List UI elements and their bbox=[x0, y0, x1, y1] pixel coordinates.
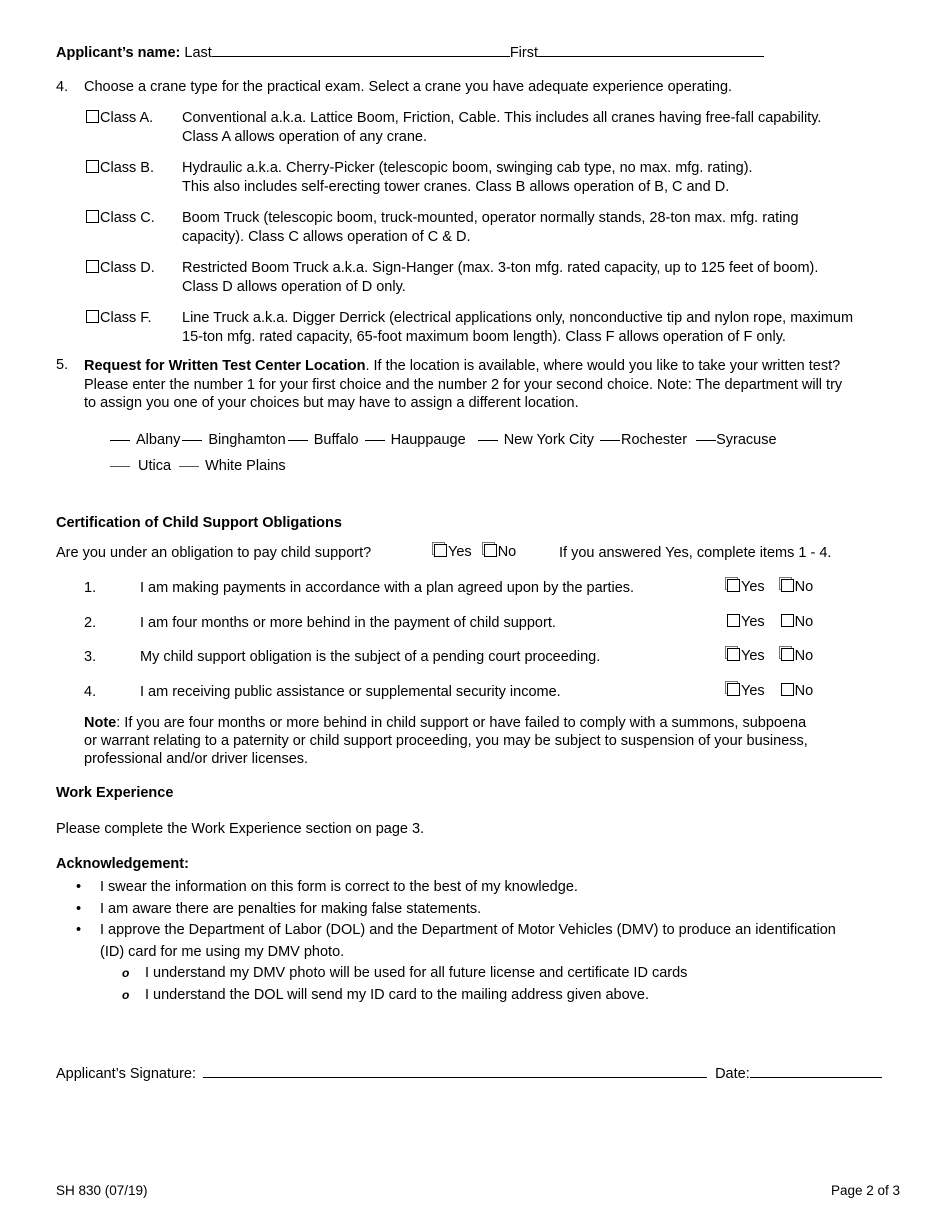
location-nyc: New York City bbox=[503, 432, 594, 448]
location-hauppauge: Hauppauge bbox=[390, 432, 466, 448]
utica-rank-field[interactable] bbox=[110, 466, 130, 467]
signature-row bbox=[56, 1063, 882, 1082]
applicant-name-label: Applicant’s name: bbox=[56, 45, 181, 61]
obligation-no-label: No bbox=[497, 544, 517, 560]
ack-item-2 bbox=[76, 899, 916, 921]
child-support-question: Are you under an obligation to pay child support? bbox=[56, 545, 372, 561]
buffalo-rank-field[interactable] bbox=[288, 440, 308, 441]
cs-item-1-no-label: No bbox=[794, 579, 814, 595]
child-support-answer bbox=[434, 544, 516, 560]
q5-line3: to assign you one of your choices but may have to assign a different location. bbox=[84, 395, 579, 411]
class-b-desc-1: Hydraulic a.k.a. Cherry-Picker (telescopic boom, swinging cab type, no max. mfg. rating). bbox=[182, 160, 753, 176]
location-buffalo: Buffalo bbox=[313, 432, 359, 448]
work-experience-text: Please complete the Work Experience section on page 3. bbox=[56, 821, 425, 837]
crane-class-list bbox=[86, 109, 926, 359]
circle-bullet-icon: o bbox=[122, 966, 130, 980]
q5-title: Request for Written Test Center Location bbox=[84, 358, 366, 374]
syracuse-rank-field[interactable] bbox=[696, 440, 716, 441]
location-white-plains: White Plains bbox=[205, 458, 286, 474]
child-support-note bbox=[84, 714, 808, 768]
cs-item-3-yes-checkbox[interactable] bbox=[727, 648, 740, 661]
location-binghamton: Binghamton bbox=[208, 432, 286, 448]
ack-item-1-text: I swear the information on this form is correct to the best of my knowledge. bbox=[100, 879, 578, 895]
form-id: SH 830 (07/19) bbox=[56, 1183, 148, 1198]
class-a-label: Class A. bbox=[100, 110, 154, 126]
work-experience-heading: Work Experience bbox=[56, 785, 174, 801]
cs-item-1-yes-label: Yes bbox=[741, 579, 765, 595]
class-d-desc-1: Restricted Boom Truck a.k.a. Sign-Hanger (max. 3-ton mfg. rated capacity, up to 125 feet of boom). bbox=[182, 260, 819, 276]
ack-subitem-1-text: I understand my DMV photo will be used for all future license and certificate ID cards bbox=[145, 965, 688, 981]
cs-item-2-no-checkbox[interactable] bbox=[781, 614, 794, 627]
cs-item-3-text: My child support obligation is the subject of a pending court proceeding. bbox=[140, 649, 601, 665]
cs-item-1-no-checkbox[interactable] bbox=[781, 579, 794, 592]
first-name-label: First bbox=[509, 45, 538, 61]
bullet-icon: • bbox=[76, 922, 82, 938]
location-row-1 bbox=[110, 432, 777, 448]
class-f-desc-1: Line Truck a.k.a. Digger Derrick (electrical applications only, nonconductive tip and nylon rope, maximum bbox=[182, 310, 854, 326]
class-b-desc-2: This also includes self-erecting tower cranes. Class B allows operation of B, C and D. bbox=[182, 179, 730, 195]
cs-item-2-text: I am four months or more behind in the payment of child support. bbox=[140, 614, 556, 631]
class-option-d bbox=[86, 259, 926, 309]
first-name-field[interactable] bbox=[538, 42, 764, 57]
signature-label: Applicant’s Signature: bbox=[56, 1066, 196, 1082]
ack-item-2-text: I am aware there are penalties for making false statements. bbox=[100, 900, 482, 917]
last-name-label: Last bbox=[184, 45, 212, 61]
class-option-b bbox=[86, 159, 926, 209]
note-line-1: : If you are four months or more behind in child support or have failed to comply with a summons, subpoena bbox=[116, 715, 807, 731]
class-c-desc-1: Boom Truck (telescopic boom, truck-mounted, operator normally stands, 28-ton max. mfg. rating bbox=[182, 210, 799, 226]
q4-number: 4. bbox=[56, 79, 69, 95]
class-c-desc-2: capacity). Class C allows operation of C & D. bbox=[182, 229, 471, 245]
cs-item-2-num: 2. bbox=[84, 614, 97, 631]
obligation-no-checkbox[interactable] bbox=[484, 544, 497, 557]
cs-item-2-yes-checkbox[interactable] bbox=[727, 614, 740, 627]
child-support-instruction: If you answered Yes, complete items 1 - 4. bbox=[559, 545, 832, 561]
ack-item-3-line-1: I approve the Department of Labor (DOL) and the Department of Motor Vehicles (DMV) to produce an identification bbox=[100, 922, 836, 938]
page-number: Page 2 of 3 bbox=[830, 1183, 900, 1198]
child-support-heading: Certification of Child Support Obligations bbox=[56, 515, 342, 531]
bullet-icon: • bbox=[76, 900, 82, 917]
acknowledgement-heading: Acknowledgement: bbox=[56, 856, 189, 872]
ack-subitem-2-text: I understand the DOL will send my ID card to the mailing address given above. bbox=[145, 986, 650, 1003]
cs-item-4-yes-checkbox[interactable] bbox=[727, 683, 740, 696]
class-option-a bbox=[86, 109, 926, 159]
cs-item-3-num: 3. bbox=[84, 649, 97, 665]
cs-item-3-no-checkbox[interactable] bbox=[781, 648, 794, 661]
white-plains-rank-field[interactable] bbox=[179, 466, 199, 467]
q4-prompt: Choose a crane type for the practical exam. Select a crane you have adequate experience operating. bbox=[84, 79, 733, 95]
cs-item-2-yes-label: Yes bbox=[741, 613, 765, 630]
class-d-checkbox[interactable] bbox=[86, 260, 99, 273]
child-support-items bbox=[84, 580, 844, 718]
hauppauge-rank-field[interactable] bbox=[365, 440, 385, 441]
note-label: Note bbox=[84, 715, 117, 731]
binghamton-rank-field[interactable] bbox=[182, 440, 202, 441]
location-row-2 bbox=[110, 458, 286, 474]
class-f-checkbox[interactable] bbox=[86, 310, 99, 323]
class-c-label: Class C. bbox=[100, 210, 155, 226]
obligation-yes-checkbox[interactable] bbox=[434, 544, 447, 557]
note-line-2: or warrant relating to a paternity or child support proceeding, you may be subject to suspension of your business, bbox=[84, 733, 808, 749]
date-field[interactable] bbox=[750, 1063, 882, 1078]
location-rochester: Rochester bbox=[620, 432, 688, 448]
class-option-c bbox=[86, 209, 926, 259]
class-f-desc-2: 15-ton mfg. rated capacity, 65-foot maximum boom length). Class F allows operation of F only. bbox=[182, 329, 786, 345]
cs-item-4-yes-label: Yes bbox=[741, 682, 765, 699]
cs-item-1-num: 1. bbox=[84, 580, 97, 596]
cs-item-2-no-label: No bbox=[794, 613, 814, 630]
ack-subitem-1 bbox=[76, 963, 916, 985]
cs-item-3 bbox=[84, 649, 844, 684]
rochester-rank-field[interactable] bbox=[600, 440, 620, 441]
class-d-desc-2: Class D allows operation of D only. bbox=[182, 279, 406, 295]
last-name-field[interactable] bbox=[212, 42, 510, 57]
ack-subitem-2 bbox=[76, 985, 916, 1007]
cs-item-4-no-checkbox[interactable] bbox=[781, 683, 794, 696]
q5-line2: Please enter the number 1 for your first choice and the number 2 for your second choice. Note: The department will try bbox=[84, 376, 843, 393]
class-a-checkbox[interactable] bbox=[86, 110, 99, 123]
location-utica: Utica bbox=[138, 458, 172, 474]
class-b-checkbox[interactable] bbox=[86, 160, 99, 173]
class-f-label: Class F. bbox=[100, 310, 152, 326]
circle-bullet-icon: o bbox=[122, 987, 130, 1002]
location-syracuse: Syracuse bbox=[716, 432, 777, 448]
cs-item-4-no-label: No bbox=[794, 682, 814, 699]
class-a-desc-2: Class A allows operation of any crane. bbox=[182, 129, 428, 145]
date-label: Date: bbox=[715, 1066, 750, 1082]
applicant-name-row bbox=[56, 42, 764, 61]
location-albany: Albany bbox=[136, 432, 181, 448]
ack-item-3 bbox=[76, 920, 916, 963]
ack-item-1 bbox=[76, 877, 916, 899]
q5-line1: . If the location is available, where would you like to take your written test? bbox=[365, 358, 841, 374]
cs-item-1-text: I am making payments in accordance with a plan agreed upon by the parties. bbox=[140, 580, 635, 596]
cs-item-4-text: I am receiving public assistance or supplemental security income. bbox=[140, 683, 561, 700]
albany-rank-field[interactable] bbox=[110, 440, 130, 441]
cs-item-4-num: 4. bbox=[84, 683, 97, 700]
ack-item-3-line-2: (ID) card for me using my DMV photo. bbox=[100, 943, 345, 960]
cs-item-1 bbox=[84, 580, 844, 615]
q5-text bbox=[84, 357, 842, 413]
class-b-label: Class B. bbox=[100, 160, 154, 176]
cs-item-2 bbox=[84, 615, 844, 650]
cs-item-3-no-label: No bbox=[794, 648, 814, 664]
cs-item-1-yes-checkbox[interactable] bbox=[727, 579, 740, 592]
nyc-rank-field[interactable] bbox=[478, 440, 498, 441]
signature-field[interactable] bbox=[203, 1063, 707, 1078]
acknowledgement-list bbox=[76, 877, 916, 1006]
class-c-checkbox[interactable] bbox=[86, 210, 99, 223]
class-d-label: Class D. bbox=[100, 260, 155, 276]
obligation-yes-label: Yes bbox=[448, 544, 472, 560]
cs-item-4 bbox=[84, 684, 844, 719]
note-line-3: professional and/or driver licenses. bbox=[84, 751, 309, 767]
class-a-desc-1: Conventional a.k.a. Lattice Boom, Friction, Cable. This includes all cranes having free-fall capability. bbox=[182, 110, 822, 126]
bullet-icon: • bbox=[76, 879, 82, 895]
class-option-f bbox=[86, 309, 926, 359]
cs-item-3-yes-label: Yes bbox=[741, 648, 765, 664]
q5-number: 5. bbox=[56, 357, 69, 373]
